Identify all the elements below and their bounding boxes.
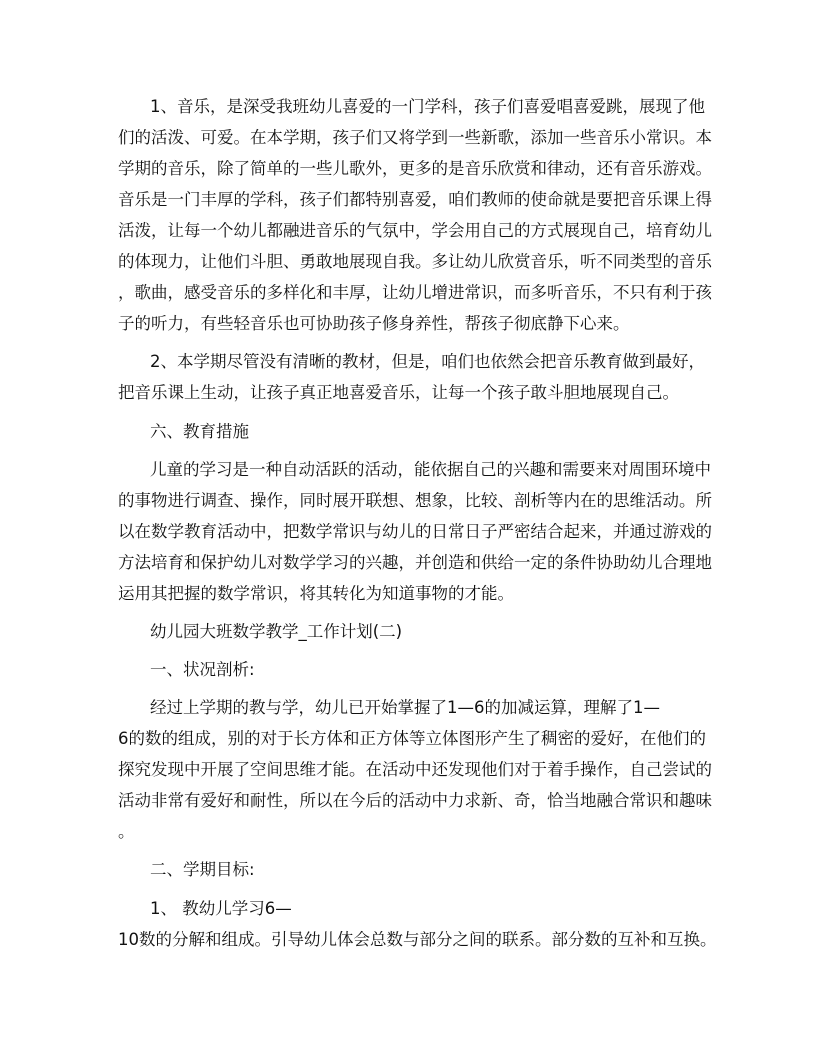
paragraph-line: 的体现力，让他们斗胆、勇敢地展现自我。多让幼儿欣赏音乐，听不同类型的音乐 (118, 252, 712, 271)
paragraph-line: 以在数学教育活动中，把数学常识与幼儿的日常日子严密结合起来，并通过游戏的 (118, 522, 712, 541)
section-heading: 六、教育措施 (150, 422, 249, 441)
paragraph-line: 2、本学期尽管没有清晰的教材，但是，咱们也依然会把音乐教育做到最好， (150, 352, 705, 371)
paragraph-line: 活泼，让每一个幼儿都融进音乐的气氛中，学会用自己的方式展现自己，培育幼儿 (118, 221, 712, 240)
paragraph-line: 运用其把握的数学常识，将其转化为知道事物的才能。 (118, 584, 514, 603)
paragraph-line: 经过上学期的教与学，幼儿已开始掌握了1—6的加减运算，理解了1— (150, 698, 660, 717)
list-item: 1、 教幼儿学习6— (150, 899, 292, 918)
paragraph-line: ，歌曲，感受音乐的多样化和丰厚，让幼儿增进常识，而多听音乐，不只有利于孩 (118, 283, 712, 302)
paragraph-line: 音乐是一门丰厚的学科，孩子们都特别喜爱，咱们教师的使命就是要把音乐课上得 (118, 190, 712, 209)
section-heading: 一、状况剖析: (150, 660, 255, 679)
paragraph-line: 10数的分解和组成。引导幼儿体会总数与部分之间的联系。部分数的互补和互换。 (118, 930, 717, 949)
paragraph-line: 6的数的组成，别的对于长方体和正方体等立体图形产生了稠密的爱好，在他们的 (118, 729, 706, 748)
paragraph-line: 们的活泼、可爱。在本学期，孩子们又将学到一些新歌，添加一些音乐小常识。本 (118, 128, 712, 147)
paragraph-line: 活动非常有爱好和耐性，所以在今后的活动中力求新、奇，恰当地融合常识和趣味 (118, 791, 712, 810)
document-title: 幼儿园大班数学教学_工作计划(二) (150, 622, 403, 641)
paragraph-line: 。 (118, 822, 135, 841)
paragraph-line: 学期的音乐，除了简单的一些儿歌外，更多的是音乐欣赏和律动，还有音乐游戏。 (118, 159, 712, 178)
paragraph-line: 把音乐课上生动，让孩子真正地喜爱音乐，让每一个孩子敢斗胆地展现自己。 (118, 383, 679, 402)
paragraph-line: 子的听力，有些轻音乐也可协助孩子修身养性，帮孩子彻底静下心来。 (118, 314, 630, 333)
paragraph-line: 1、音乐，是深受我班幼儿喜爱的一门学科，孩子们喜爱唱喜爱跳，展现了他 (150, 97, 705, 116)
paragraph-line: 儿童的学习是一种自动活跃的活动，能依据自己的兴趣和需要来对周围环境中 (150, 460, 711, 479)
paragraph-line: 的事物进行调查、操作，同时展开联想、想象，比较、剖析等内在的思维活动。所 (118, 491, 712, 510)
paragraph-line: 探究发现中开展了空间思维才能。在活动中还发现他们对于着手操作，自己尝试的 (118, 760, 712, 779)
section-heading: 二、学期目标: (150, 860, 255, 879)
paragraph-line: 方法培育和保护幼儿对数学学习的兴趣，并创造和供给一定的条件协助幼儿合理地 (118, 553, 712, 572)
